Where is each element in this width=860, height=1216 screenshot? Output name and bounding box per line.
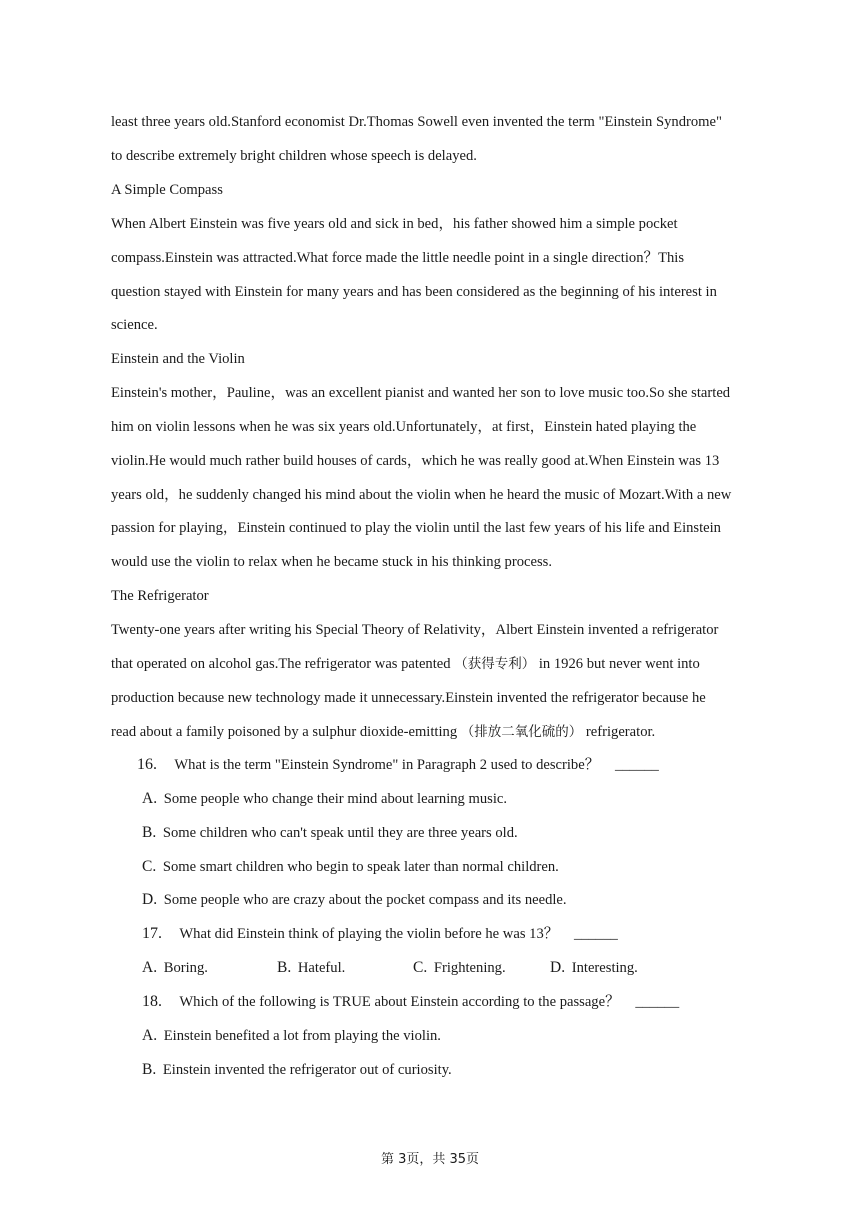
option-c[interactable]	[142, 857, 559, 877]
chinese-gloss: （获得专利）	[454, 656, 536, 672]
passage-line: When Albert Einstein was five years old and sick in bed，his father showed him a simple pocket	[111, 216, 678, 232]
option-a[interactable]	[142, 1026, 441, 1046]
passage-line: Einstein's mother，Pauline，was an excellent pianist and wanted her son to love music too.So she started	[111, 385, 731, 401]
option-text: Some children who can't speak until they are three years old.	[162, 825, 518, 841]
option-d[interactable]	[142, 890, 567, 910]
chinese-gloss: （排放二氧化硫的）	[460, 724, 583, 740]
option-letter: B.	[277, 959, 292, 976]
option-a[interactable]	[142, 958, 208, 978]
option-b[interactable]	[142, 1060, 452, 1080]
option-text: Some people who change their mind about learning music.	[163, 791, 508, 807]
option-letter: D.	[142, 891, 158, 908]
text-segment: in 1926 but never went into	[538, 656, 700, 672]
passage-line	[111, 722, 655, 742]
text-segment: refrigerator.	[585, 724, 656, 740]
page-footer: 第 3页，共 35页	[380, 1152, 480, 1167]
option-letter: C.	[413, 959, 428, 976]
passage-line: would use the violin to relax when he became stuck in his thinking process.	[111, 554, 552, 570]
option-b[interactable]	[277, 958, 345, 978]
option-letter: B.	[142, 1061, 157, 1078]
passage-line: compass.Einstein was attracted.What force made the little needle point in a single direction？This	[111, 250, 685, 266]
option-letter: A.	[142, 959, 158, 976]
question-number: 16.	[137, 756, 157, 773]
question-number: 18.	[142, 993, 162, 1010]
passage-line: years old，he suddenly changed his mind about the violin when he heard the music of Mozart.With a new	[111, 487, 732, 503]
passage-line: passion for playing，Einstein continued to play the violin until the last few years of his life and Einstein	[111, 520, 721, 536]
answer-blank: ______	[574, 926, 618, 942]
answer-blank: ______	[635, 994, 680, 1010]
passage-line: least three years old.Stanford economist Dr.Thomas Sowell even invented the term "Einstein Syndrome"	[111, 114, 722, 130]
passage-line: Twenty-one years after writing his Special Theory of Relativity，Albert Einstein invented a refrigerator	[111, 622, 719, 638]
option-text: Some smart children who begin to speak later than normal children.	[162, 859, 559, 875]
option-text: Some people who are crazy about the pocket compass and its needle.	[163, 892, 567, 908]
option-text: Interesting.	[571, 960, 638, 976]
passage-line: him on violin lessons when he was six years old.Unfortunately，at first，Einstein hated playing the	[111, 419, 697, 435]
option-letter: C.	[142, 858, 157, 875]
option-text: Frightening.	[433, 960, 506, 976]
option-letter: D.	[550, 959, 566, 976]
text-segment: read about a family poisoned by a sulphur dioxide-emitting	[111, 724, 461, 740]
question-stem	[142, 992, 679, 1012]
option-text: Hateful.	[297, 960, 346, 976]
option-c[interactable]	[413, 958, 506, 978]
question-text: What is the term "Einstein Syndrome" in Paragraph 2 used to describe？	[174, 757, 600, 773]
question-text: Which of the following is TRUE about Einstein according to the passage？	[179, 994, 620, 1010]
passage-line: science.	[111, 317, 158, 333]
question-stem	[137, 755, 659, 775]
option-text: Boring.	[163, 960, 208, 976]
option-letter: A.	[142, 790, 158, 807]
section-heading: The Refrigerator	[111, 588, 209, 604]
passage-line	[111, 654, 700, 674]
option-letter: A.	[142, 1027, 158, 1044]
question-text: What did Einstein think of playing the violin before he was 13？	[179, 926, 559, 942]
text-segment: that operated on alcohol gas.The refrigerator was patented	[111, 656, 455, 672]
passage-line: question stayed with Einstein for many years and has been considered as the beginning of his interest in	[111, 284, 717, 300]
passage-line: production because new technology made it unnecessary.Einstein invented the refrigerator because he	[111, 690, 706, 706]
section-heading: Einstein and the Violin	[111, 351, 245, 367]
option-b[interactable]	[142, 823, 518, 843]
option-letter: B.	[142, 824, 157, 841]
section-heading: A Simple Compass	[111, 182, 223, 198]
question-stem	[142, 924, 618, 944]
option-d[interactable]	[550, 958, 638, 978]
option-text: Einstein invented the refrigerator out of curiosity.	[162, 1062, 452, 1078]
option-a[interactable]	[142, 789, 507, 809]
option-text: Einstein benefited a lot from playing the violin.	[163, 1028, 441, 1044]
answer-blank: ______	[614, 757, 659, 773]
passage-line: to describe extremely bright children whose speech is delayed.	[111, 148, 477, 164]
question-number: 17.	[142, 925, 162, 942]
passage-line: violin.He would much rather build houses of cards，which he was really good at.When Einstein was 13	[111, 453, 720, 469]
